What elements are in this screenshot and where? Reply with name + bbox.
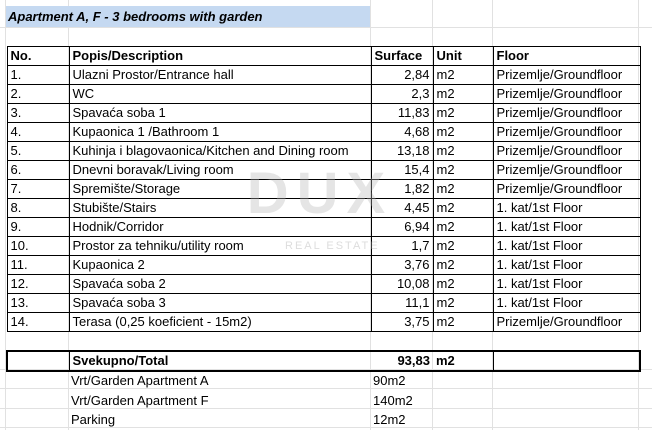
cell-unit[interactable]: m2 [433, 275, 493, 294]
cell-floor[interactable]: Prizemlje/Groundfloor [493, 142, 640, 161]
cell-unit[interactable]: m2 [433, 161, 493, 180]
cell-unit[interactable]: m2 [433, 237, 493, 256]
total-row [7, 351, 640, 371]
cell-floor[interactable]: 1. kat/1st Floor [493, 275, 640, 294]
total-cell-floor[interactable] [493, 351, 640, 371]
cell-no[interactable]: 12. [7, 275, 69, 294]
total-unit[interactable]: m2 [433, 351, 493, 371]
parking-label[interactable]: Parking [71, 412, 116, 427]
table-row [7, 256, 640, 275]
cell-unit[interactable]: m2 [433, 313, 493, 332]
cell-unit[interactable]: m2 [433, 85, 493, 104]
table-header-row [7, 47, 640, 66]
spacer-cell [69, 332, 371, 351]
cell-floor[interactable]: Prizemlje/Groundfloor [493, 85, 640, 104]
cell-unit[interactable]: m2 [433, 123, 493, 142]
cell-unit[interactable]: m2 [433, 199, 493, 218]
header-cell-unit[interactable]: Unit [433, 47, 493, 66]
cell-no[interactable]: 13. [7, 294, 69, 313]
cell-description[interactable]: Kuhinja i blagovaonica/Kitchen and Dining room [69, 142, 371, 161]
table-row [7, 104, 640, 123]
cell-surface[interactable]: 4,45 [371, 199, 433, 218]
header-cell-description[interactable]: Popis/Description [69, 47, 371, 66]
cell-description[interactable]: Stubište/Stairs [69, 199, 371, 218]
cell-floor[interactable]: Prizemlje/Groundfloor [493, 180, 640, 199]
cell-no[interactable]: 2. [7, 85, 69, 104]
cell-unit[interactable]: m2 [433, 142, 493, 161]
cell-surface[interactable]: 3,75 [371, 313, 433, 332]
header-cell-surface[interactable]: Surface [371, 47, 433, 66]
gridline [0, 427, 652, 428]
cell-description[interactable]: Spavaća soba 1 [69, 104, 371, 123]
table-row [7, 199, 640, 218]
cell-no[interactable]: 10. [7, 237, 69, 256]
cell-floor[interactable]: 1. kat/1st Floor [493, 218, 640, 237]
table-row [7, 180, 640, 199]
cell-no[interactable]: 3. [7, 104, 69, 123]
cell-no[interactable]: 5. [7, 142, 69, 161]
room-table [6, 46, 641, 372]
cell-floor[interactable]: Prizemlje/Groundfloor [493, 313, 640, 332]
cell-no[interactable]: 4. [7, 123, 69, 142]
cell-surface[interactable]: 6,94 [371, 218, 433, 237]
total-value[interactable]: 93,83 [371, 351, 433, 371]
cell-floor[interactable]: 1. kat/1st Floor [493, 294, 640, 313]
garden-f-label[interactable]: Vrt/Garden Apartment F [71, 393, 209, 408]
spacer-row [7, 332, 640, 351]
watermark-subtitle: REAL ESTATE [285, 240, 380, 252]
cell-description[interactable]: Prostor za tehniku/utility room [69, 237, 371, 256]
cell-no[interactable]: 9. [7, 218, 69, 237]
table-row [7, 275, 640, 294]
parking-value[interactable]: 12m2 [373, 412, 406, 427]
cell-no[interactable]: 7. [7, 180, 69, 199]
cell-no[interactable]: 14. [7, 313, 69, 332]
cell-unit[interactable]: m2 [433, 180, 493, 199]
cell-unit[interactable]: m2 [433, 104, 493, 123]
table-row [7, 294, 640, 313]
cell-surface[interactable]: 11,1 [371, 294, 433, 313]
spacer-cell [7, 332, 69, 351]
cell-description[interactable]: Spavaća soba 2 [69, 275, 371, 294]
total-cell-no[interactable] [7, 351, 69, 371]
spacer-cell [433, 332, 493, 351]
cell-floor[interactable]: Prizemlje/Groundfloor [493, 123, 640, 142]
garden-a-label[interactable]: Vrt/Garden Apartment A [71, 373, 209, 388]
cell-floor[interactable]: Prizemlje/Groundfloor [493, 161, 640, 180]
gridline [0, 388, 652, 389]
spacer-cell [371, 332, 433, 351]
sheet-title[interactable]: Apartment A, F - 3 bedrooms with garden [6, 6, 370, 27]
cell-unit[interactable]: m2 [433, 66, 493, 85]
table-row [7, 161, 640, 180]
cell-surface[interactable]: 2,3 [371, 85, 433, 104]
cell-surface[interactable]: 15,4 [371, 161, 433, 180]
table-row [7, 85, 640, 104]
table-row [7, 237, 640, 256]
cell-no[interactable]: 6. [7, 161, 69, 180]
cell-unit[interactable]: m2 [433, 294, 493, 313]
cell-description[interactable]: Ulazni Prostor/Entrance hall [69, 66, 371, 85]
table-row [7, 142, 640, 161]
cell-description[interactable]: Kupaonica 1 /Bathroom 1 [69, 123, 371, 142]
cell-surface[interactable]: 3,76 [371, 256, 433, 275]
cell-surface[interactable]: 2,84 [371, 66, 433, 85]
table-row [7, 313, 640, 332]
cell-description[interactable]: WC [69, 85, 371, 104]
watermark-logo: DUX [246, 161, 394, 226]
header-cell-no[interactable]: No. [7, 47, 69, 66]
cell-description[interactable]: Hodnik/Corridor [69, 218, 371, 237]
cell-floor[interactable]: 1. kat/1st Floor [493, 199, 640, 218]
cell-surface[interactable]: 1,82 [371, 180, 433, 199]
table-row [7, 66, 640, 85]
cell-surface[interactable]: 1,7 [371, 237, 433, 256]
cell-floor[interactable]: 1. kat/1st Floor [493, 256, 640, 275]
garden-a-value[interactable]: 90m2 [373, 373, 406, 388]
cell-unit[interactable]: m2 [433, 256, 493, 275]
cell-description[interactable]: Spremište/Storage [69, 180, 371, 199]
cell-floor[interactable]: Prizemlje/Groundfloor [493, 104, 640, 123]
cell-description[interactable]: Dnevni boravak/Living room [69, 161, 371, 180]
cell-surface[interactable]: 13,18 [371, 142, 433, 161]
total-label[interactable]: Svekupno/Total [69, 351, 371, 371]
cell-no[interactable]: 11. [7, 256, 69, 275]
header-cell-floor[interactable]: Floor [493, 47, 640, 66]
cell-floor[interactable]: 1. kat/1st Floor [493, 237, 640, 256]
table-row [7, 123, 640, 142]
garden-f-value[interactable]: 140m2 [373, 393, 413, 408]
spacer-cell [493, 332, 640, 351]
cell-description[interactable]: Kupaonica 2 [69, 256, 371, 275]
cell-surface[interactable]: 4,68 [371, 123, 433, 142]
cell-no[interactable]: 1. [7, 66, 69, 85]
cell-floor[interactable]: Prizemlje/Groundfloor [493, 66, 640, 85]
gridline [0, 27, 652, 28]
cell-no[interactable]: 8. [7, 199, 69, 218]
cell-description[interactable]: Spavaća soba 3 [69, 294, 371, 313]
cell-unit[interactable]: m2 [433, 218, 493, 237]
table-row [7, 218, 640, 237]
cell-surface[interactable]: 10,08 [371, 275, 433, 294]
gridline [0, 408, 652, 409]
cell-surface[interactable]: 11,83 [371, 104, 433, 123]
cell-description[interactable]: Terasa (0,25 koeficient - 15m2) [69, 313, 371, 332]
